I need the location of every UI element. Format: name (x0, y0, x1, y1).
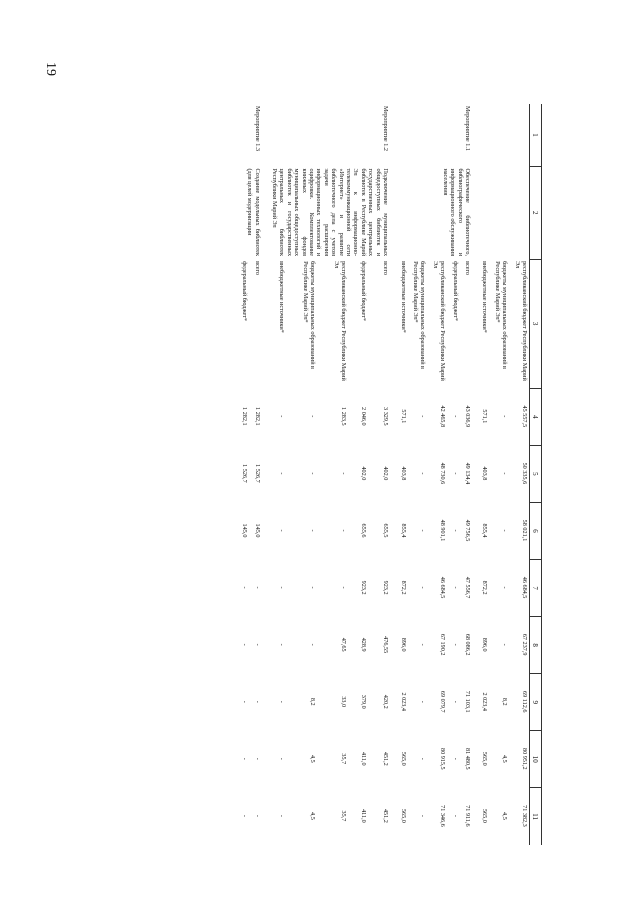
amount-cell: 4,5 (501, 754, 509, 763)
amount-cell: - (309, 586, 317, 589)
amount-cell: - (501, 472, 509, 475)
funding-source: всего (382, 261, 390, 275)
funding-source: федеральный бюджет* (241, 261, 249, 322)
amount-cell: 402,0 (359, 466, 367, 481)
amount-cell: - (278, 757, 286, 760)
amount-cell: - (309, 529, 317, 532)
measure-description: Обеспечение библиотечного, библиографического и информационного обслуживания населения (441, 168, 471, 257)
amount-cell: 48 730,6 (439, 462, 447, 485)
funding-source: бюджеты муниципальных образований в Республике Марий Эл* (411, 261, 427, 369)
amount-cell: 855,4 (399, 523, 407, 538)
amount-cell: - (451, 472, 459, 475)
amount-cell: 565,0 (399, 808, 407, 823)
amount-cell: 58 021,1 (521, 519, 528, 542)
amount-cell: 48 901,1 (439, 519, 447, 542)
funding-source: внебюджетные источники* (481, 261, 489, 333)
amount-cell: 1 282,1 (241, 407, 249, 426)
amount-cell: 565,0 (481, 751, 489, 766)
amount-cell: 855,4 (481, 523, 489, 538)
table-row (368, 104, 395, 845)
amount-cell: 49 134,4 (463, 462, 471, 485)
amount-cell: 1 526,7 (241, 464, 249, 483)
amount-cell: 411,0 (359, 751, 367, 766)
column-header-1: 1 (530, 104, 542, 166)
amount-cell: 451,2 (382, 751, 390, 766)
funding-source: федеральный бюджет* (451, 261, 459, 322)
amount-cell: 71 911,6 (463, 805, 471, 827)
amount-cell: 46 684,5 (521, 576, 528, 599)
amount-cell: 71 346,6 (439, 805, 447, 827)
amount-cell: 8,2 (309, 697, 317, 706)
table-row (509, 104, 529, 845)
amount-cell: 145,0 (253, 523, 261, 538)
amount-cell: - (241, 643, 249, 646)
amount-cell: 47,65 (340, 637, 348, 652)
column-header-3: 3 (530, 259, 542, 388)
amount-cell: - (501, 415, 509, 418)
measure-label: Мероприятие 1.2 (382, 106, 390, 151)
amount-cell: - (451, 757, 459, 760)
amount-cell: 43 036,9 (463, 405, 471, 428)
amount-cell: - (278, 415, 286, 418)
amount-cell: 42 465,8 (439, 405, 447, 428)
amount-cell: 67 190,2 (439, 633, 447, 656)
amount-cell: 402,0 (382, 466, 390, 481)
amount-cell: 33,0 (340, 696, 348, 708)
amount-cell: - (451, 814, 459, 817)
amount-cell: 565,0 (399, 751, 407, 766)
column-header-9: 9 (530, 674, 542, 731)
table-row (249, 104, 266, 845)
amount-cell: 80 915,5 (439, 747, 447, 770)
amount-cell: 923,2 (382, 580, 390, 595)
amount-cell: - (278, 814, 286, 817)
column-header-10: 10 (530, 731, 542, 788)
rotated-table-sheet (98, 104, 542, 845)
amount-cell: - (241, 700, 249, 703)
measure-description (477, 166, 530, 259)
funding-source: республиканский бюджет Республики Марий Эл (513, 261, 528, 381)
amount-cell: 1 282,1 (253, 407, 261, 426)
amount-cell: - (253, 643, 261, 646)
amount-cell: 655,6 (359, 523, 367, 538)
amount-cell: 80 951,2 (521, 747, 528, 770)
amount-cell: 2 023,4 (481, 692, 489, 711)
measure-description: Подключение муниципальных общедоступных библиотек и государственных центральных библиотек в Республике Марий Эл к информационно-телекоммуникационной сети «Интернет» и развитие библиотечного дела с учетом задачи расширения информационных технологий и оцифровки. Комплектование книжных фондов муниципальных общедоступных библиотек и государственных центральных библиотек Республики Марий Эл (271, 168, 390, 257)
measure-label: Мероприятие 1.1 (463, 106, 471, 151)
amount-cell: 1 526,7 (253, 464, 261, 483)
amount-cell: - (340, 529, 348, 532)
amount-cell: 565,0 (481, 808, 489, 823)
amount-cell: - (419, 757, 427, 760)
amount-cell: 69 079,7 (439, 690, 447, 713)
funding-source: бюджеты муниципальных образований в Республике Марий Эл* (301, 261, 317, 369)
amount-cell: - (278, 586, 286, 589)
amount-cell: - (241, 757, 249, 760)
amount-cell: - (253, 757, 261, 760)
table-header (530, 104, 542, 845)
amount-cell: - (278, 643, 286, 646)
funding-source: республиканский бюджет Республики Марий Эл (431, 261, 447, 381)
amount-cell: 67 237,9 (521, 633, 528, 656)
measure-description: Создание модельных библиотек (для целей модернизации (246, 168, 261, 257)
amount-cell: - (419, 586, 427, 589)
amount-cell: 923,2 (359, 580, 367, 595)
measure-label (477, 104, 530, 166)
amount-cell: 4,5 (309, 754, 317, 763)
amount-cell: - (501, 586, 509, 589)
column-header-6: 6 (530, 502, 542, 559)
amount-cell: - (501, 643, 509, 646)
amount-cell: - (253, 700, 261, 703)
amount-cell: 145,0 (241, 523, 249, 538)
amount-cell: 896,0 (399, 637, 407, 652)
funding-source: внебюджетные источники* (399, 261, 407, 333)
funding-source: республиканский бюджет Республики Марий Эл (332, 261, 348, 381)
amount-cell: - (419, 415, 427, 418)
amount-cell: 476,55 (382, 636, 390, 654)
column-header-11: 11 (530, 788, 542, 845)
amount-cell: - (253, 814, 261, 817)
amount-cell: - (419, 472, 427, 475)
amount-cell: - (451, 700, 459, 703)
column-header-5: 5 (530, 445, 542, 502)
column-header-7: 7 (530, 560, 542, 617)
amount-cell: 8,2 (501, 697, 509, 706)
amount-cell: - (278, 529, 286, 532)
amount-cell: - (340, 586, 348, 589)
amount-cell: - (241, 586, 249, 589)
measure-label: Мероприятие 1.3 (253, 106, 261, 151)
amount-cell: 47 556,7 (463, 576, 471, 599)
amount-cell: - (451, 529, 459, 532)
funding-source: всего (463, 261, 471, 275)
amount-cell: 49 756,5 (463, 519, 471, 542)
amount-cell: 428,9 (359, 637, 367, 652)
amount-cell: - (309, 643, 317, 646)
amount-cell: 872,2 (481, 580, 489, 595)
amount-cell: 872,2 (399, 580, 407, 595)
page-number: 19 (43, 62, 58, 76)
amount-cell: 2 023,4 (399, 692, 407, 711)
amount-cell: 379,0 (359, 694, 367, 709)
amount-cell: - (241, 814, 249, 817)
amount-cell: 68 086,2 (463, 633, 471, 656)
amount-cell: - (253, 586, 261, 589)
amount-cell: 3 329,5 (382, 407, 390, 426)
table-body (237, 104, 530, 845)
amount-cell: 35,7 (340, 810, 348, 822)
amount-cell: 411,0 (359, 809, 367, 823)
amount-cell: 4,5 (501, 812, 509, 820)
amount-cell: 571,1 (399, 409, 407, 424)
amount-cell: - (278, 700, 286, 703)
amount-cell: - (501, 529, 509, 532)
amount-cell: - (419, 814, 427, 817)
amount-cell: 655,5 (382, 523, 390, 538)
amount-cell: 35,7 (340, 753, 348, 765)
amount-cell: - (419, 529, 427, 532)
column-header-2: 2 (530, 166, 542, 259)
amount-cell: - (451, 586, 459, 589)
amount-cell: 403,8 (399, 466, 407, 481)
funding-source: внебюджетные источники* (278, 261, 286, 333)
amount-cell: 403,8 (481, 466, 489, 481)
amount-cell: - (340, 472, 348, 475)
amount-cell: - (451, 643, 459, 646)
column-header-4: 4 (530, 388, 542, 445)
amount-cell: 420,2 (382, 694, 390, 709)
amount-cell: - (451, 415, 459, 418)
amount-cell: 81 480,5 (463, 747, 471, 770)
amount-cell: - (309, 472, 317, 475)
amount-cell: 50 335,6 (521, 462, 528, 485)
amount-cell: 451,2 (382, 808, 390, 823)
amount-cell: 1 283,5 (340, 407, 348, 426)
amount-cell: 4,5 (309, 812, 317, 820)
amount-cell: 69 112,6 (521, 691, 528, 713)
amount-cell: 71 382,3 (521, 805, 528, 827)
funding-source: федеральный бюджет* (359, 261, 367, 322)
funding-source: бюджеты муниципальных образований в Республике Марий Эл* (493, 261, 509, 369)
budget-table (237, 104, 542, 845)
amount-cell: - (419, 643, 427, 646)
amount-cell: - (278, 472, 286, 475)
funding-source: всего (253, 261, 261, 275)
amount-cell: 71 103,1 (463, 690, 471, 713)
amount-cell: 46 684,5 (439, 576, 447, 599)
table-row (460, 104, 477, 845)
amount-cell: 45 557,5 (521, 405, 528, 428)
amount-cell: 896,0 (481, 637, 489, 652)
column-header-8: 8 (530, 617, 542, 674)
amount-cell: 2 046,0 (359, 407, 367, 426)
amount-cell: - (419, 700, 427, 703)
amount-cell: 571,1 (481, 409, 489, 424)
amount-cell: - (309, 415, 317, 418)
